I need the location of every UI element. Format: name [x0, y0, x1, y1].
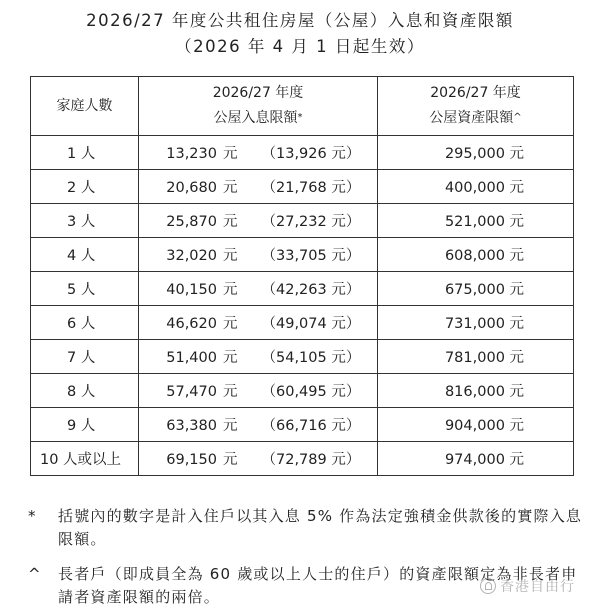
- effective-date-subtitle: （2026 年 4 月 1 日起生效）: [175, 37, 425, 56]
- income-limit-net-value: （42,263 元）: [261, 282, 361, 298]
- table-row: [31, 238, 574, 272]
- table-header: [31, 77, 574, 136]
- income-limit-unit: 元: [223, 384, 238, 400]
- income-limit-net-value: （60,495 元）: [261, 384, 361, 400]
- income-limit-net-value: （27,232 元）: [261, 214, 361, 230]
- household-size-cell: 1 人: [31, 136, 139, 170]
- asset-limit-cell: 608,000 元: [378, 238, 574, 272]
- income-limit-net-value: （21,768 元）: [261, 180, 361, 196]
- household-size-cell: 10 人或以上: [31, 442, 139, 476]
- table-body: [31, 136, 574, 476]
- household-size-cell: 5 人: [31, 272, 139, 306]
- income-footnote-marker: *: [297, 112, 303, 123]
- asset-limit-cell: 731,000 元: [378, 306, 574, 340]
- income-limit-cell: [139, 408, 378, 442]
- header-household-size: [31, 77, 139, 136]
- household-size-cell: 3 人: [31, 204, 139, 238]
- income-limit-value: 20,680: [166, 180, 217, 196]
- income-limit-net-value: （13,926 元）: [261, 146, 361, 162]
- income-limit-cell: [139, 272, 378, 306]
- household-size-cell: 4 人: [31, 238, 139, 272]
- limits-table: [30, 76, 574, 476]
- income-limit-cell: [139, 238, 378, 272]
- income-limit-cell: [139, 306, 378, 340]
- header-income-limit: [139, 77, 378, 136]
- income-limit-net-value: （33,705 元）: [261, 248, 361, 264]
- header-income-label: 公屋入息限額: [213, 110, 298, 126]
- asset-footnote-marker: ^: [513, 112, 522, 123]
- income-limit-cell: [139, 204, 378, 238]
- household-size-cell: 8 人: [31, 374, 139, 408]
- watermark-text: 香港自由行: [500, 579, 575, 595]
- income-limit-cell: [139, 170, 378, 204]
- watermark: [480, 576, 575, 596]
- income-limit-value: 32,020: [166, 248, 217, 264]
- income-limit-value: 51,400: [166, 350, 217, 366]
- watermark-logo-icon: [480, 578, 496, 594]
- income-limit-net-value: （66,716 元）: [261, 418, 361, 434]
- household-size-cell: 6 人: [31, 306, 139, 340]
- header-income-year: 2026/27 年度: [212, 85, 304, 101]
- asset-limit-cell: 295,000 元: [378, 136, 574, 170]
- table-row: [31, 306, 574, 340]
- income-limit-value: 40,150: [166, 282, 217, 298]
- asset-limit-cell: 974,000 元: [378, 442, 574, 476]
- household-size-cell: 2 人: [31, 170, 139, 204]
- asset-limit-cell: 400,000 元: [378, 170, 574, 204]
- income-limit-unit: 元: [223, 452, 238, 468]
- page-title: 2026/27 年度公共租住房屋（公屋）入息和資產限額: [86, 11, 514, 30]
- table-row: [31, 340, 574, 374]
- asset-limit-cell: 904,000 元: [378, 408, 574, 442]
- income-limit-value: 13,230: [166, 146, 217, 162]
- table-row: [31, 272, 574, 306]
- table-row: [31, 204, 574, 238]
- header-asset-limit: [378, 77, 574, 136]
- income-limit-net-value: （72,789 元）: [261, 452, 361, 468]
- income-limit-net-value: （49,074 元）: [261, 316, 361, 332]
- footnote-income-symbol: *: [28, 507, 36, 525]
- household-size-cell: 9 人: [31, 408, 139, 442]
- footnote-income-text: 括號內的數字是計入住戶以其入息 5% 作為法定強積金供款後的實際入息限額。: [58, 507, 583, 548]
- income-limit-value: 63,380: [166, 418, 217, 434]
- header-asset-label: 公屋資產限額: [429, 110, 514, 126]
- asset-limit-cell: 781,000 元: [378, 340, 574, 374]
- footnote-asset-text: 長者戶（即成員全為 60 歲或以上人士的住戶）的資產限額定為非長者申請者資產限額的兩倍。: [58, 565, 578, 606]
- income-limit-unit: 元: [223, 214, 238, 230]
- household-size-cell: 7 人: [31, 340, 139, 374]
- income-limit-value: 69,150: [166, 452, 217, 468]
- table-row: [31, 170, 574, 204]
- income-limit-cell: [139, 340, 378, 374]
- income-limit-unit: 元: [223, 146, 238, 162]
- asset-limit-cell: 816,000 元: [378, 374, 574, 408]
- table-row: [31, 408, 574, 442]
- income-limit-value: 57,470: [166, 384, 217, 400]
- income-limit-unit: 元: [223, 418, 238, 434]
- income-limit-value: 25,870: [166, 214, 217, 230]
- income-limit-cell: [139, 442, 378, 476]
- asset-limit-cell: 675,000 元: [378, 272, 574, 306]
- income-limit-cell: [139, 374, 378, 408]
- income-limit-unit: 元: [223, 282, 238, 298]
- income-limit-net-value: （54,105 元）: [261, 350, 361, 366]
- table-row: [31, 442, 574, 476]
- asset-limit-cell: 521,000 元: [378, 204, 574, 238]
- income-limit-unit: 元: [223, 316, 238, 332]
- footnote-asset-symbol: ^: [28, 565, 41, 583]
- income-limit-unit: 元: [223, 180, 238, 196]
- table-row: [31, 136, 574, 170]
- header-household-label: 家庭人數: [56, 97, 113, 114]
- header-asset-year: 2026/27 年度: [430, 85, 521, 101]
- table-row: [31, 374, 574, 408]
- income-limit-value: 46,620: [166, 316, 217, 332]
- income-limit-cell: [139, 136, 378, 170]
- income-limit-unit: 元: [223, 248, 238, 264]
- income-limit-unit: 元: [223, 350, 238, 366]
